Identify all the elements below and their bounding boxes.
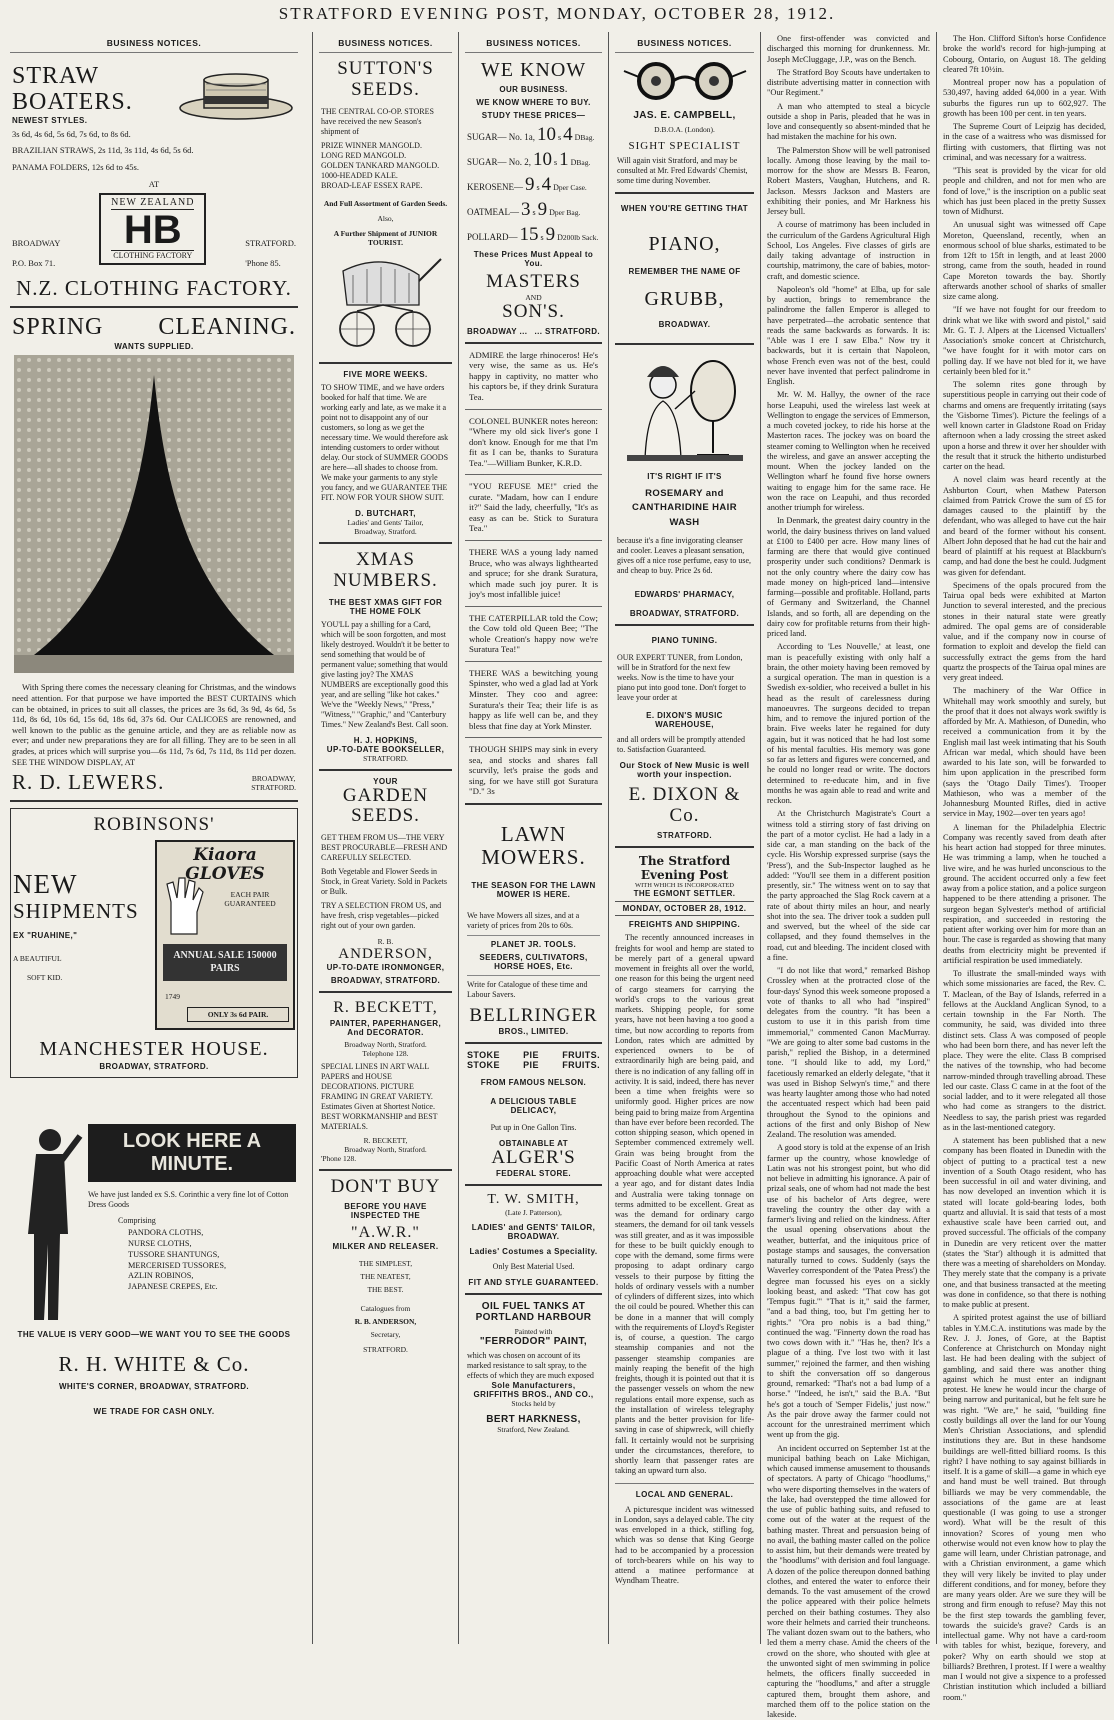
price-pence: 4	[563, 124, 573, 146]
ad-comprising: Comprising	[118, 1216, 296, 1226]
ad-title: DON'T BUY	[321, 1177, 450, 1198]
news-paragraph: An incident occurred on September 1st at the municipal bathing beach on Lake Michigan, which caused immense amusement to thousands of spectators. A party of Chicago "hoodlums," who were disporting themselves in the waters of the lake, had overstepped the time allowed for the use of public bathing suits, and refused to come out of the water at the request of the bathing master. Threat and persuasion being of no avail, the bathing master called on the police to assist him, but their demands were treated by the "hoodlums" with derision and foul language. A dozen of the police thereupon donned bathing clothes, and entered the water to enforce their demands. To the vast amusement of the crowd the police appeared with their police helmets perched on their bathing costumes. They also wore their helmets and carried their truncheons. The valiant dozen swam out to the bathers, who led them a merry chase. Amid the cheers of the crowd on the shore, who shouted with glee at the unwonted sight of men swimming in police helmets, the officers finally succeeded in capturing the "hoodlums," and after a struggle captured them, brought them ashore, and marched them off to the police station on the lakeside.	[767, 1444, 930, 1720]
oil-fuel-ad	[465, 1295, 602, 1440]
ad-text: STUDY THESE PRICES—	[467, 111, 600, 120]
logo-top: NEW ZEALAND	[111, 197, 194, 210]
news-paragraph: A spirited protest against the use of billiard tables in Y.M.C.A. institutions was made by the Rev. J. J. Jones, of Gore, at the Baptist Conference at Christchurch on Monday night last. He had been dealing with the subject of gambling, and said there was another thing against which he must enter an indignant protest. He knew he would incur the charge of being narrow and puritanical, but he felt sure he was right. "We are," he said, "building fine costly buildings all over the land for our Young Men's Christian Associations, and splendid institutions they are. But in these handsome buildings are well-fitted billiard rooms. Is this right? I have nothing to say against billiards in itself. It is a game of skill—a game in which eye and hand must be well trained. But through billiards we may be very commendable, the associations of the game are at least questionable (I was going to use a stronger word). What will be the result of this innovation? Scores of young men who otherwise would not even know how to play the game will learn, under Christian patronage, and with a Christian environment, a game which they will very likely be invited to play under different conditions, and for money, before they are many years older. Are we sure they will be strong and firm enough to refuse? May this not be the first step towards the gambling fever, towards the suicide's grave? Cards is an intellectual game. Why not have a card-room with tables for whist, bezique, forevery, and poker? Why on earth should we stop at billiards? Brethren, I protest. If I were a wealthy man I would not give a sixpence to a professed Christian institution which included a billiard room."	[943, 1313, 1106, 1703]
address: STRATFORD.	[321, 754, 450, 763]
list-item: TUSSORE SHANTUNGS,	[128, 1250, 296, 1261]
ad-text: THE BEST.	[321, 1285, 450, 1294]
ship-name: EX "RUAHINE,"	[13, 931, 143, 940]
firm-name: N.Z. CLOTHING FACTORY.	[12, 277, 296, 300]
paper-settler: THE EGMONT SETTLER.	[615, 889, 754, 898]
address: STRATFORD.	[617, 831, 752, 840]
ad-text: Secretary,	[321, 1330, 450, 1339]
fruits-word: FRUITS.	[562, 1050, 600, 1060]
strip-item: ADMIRE the large rhinoceros! He's very wise, the same as us. He's happy in captivity, no matter who his captors be, if they drink Suratura Tea.	[465, 344, 602, 410]
news-paragraph: At the Christchurch Magistrate's Court a witness told a stirring story of fast driving on the part of a motor cyclist. He had a lady in a side car, a man standing on the back of the cycle. His Worship expressed surprise (says the 'Press'), and the Sub-Inspector laughed as he added: "You'll see them in a different position presently, sir." The witness went on to say that the party approached the Slag Rock cavern at a rate of about thirty miles an hour, and nearly shot into the sea. The driver took a sudden pull and swerved, but the wheel of the side car collapsed, and they found themselves in the road, cut and bleeding. The incident closed with a fine.	[767, 809, 930, 963]
ad-intro: We have just landed ex S.S. Corinthic a very fine lot of Cotton Dress Goods	[88, 1190, 296, 1210]
garden-seeds-ad	[319, 771, 452, 994]
ad-text: REMEMBER THE NAME OF	[617, 267, 752, 276]
ad-text: These Prices Must Appeal to You.	[467, 250, 600, 268]
pie-word: PIE	[523, 1060, 539, 1070]
product-name: ROSEMARY and CANTHARIDINE HAIR WASH	[617, 487, 752, 530]
ad-body: GET THEM FROM US—THE VERY BEST PROCURABLE—FRESH AND CAREFULLY SELECTED.	[321, 833, 450, 863]
pram-icon	[323, 251, 449, 351]
news-column	[767, 34, 930, 1720]
ad-heading: NEW	[13, 870, 143, 900]
price-row	[467, 124, 600, 146]
news-paragraph: Mr. W. M. Hallyy, the owner of the race horse Leapuhi, used the wireless last week at Wellington to engage the services of Emmerson, a much coveted jockey, to ride his horse at the Masterton races. The jockey was on board the steamer coming to Wellington when he received the wireless, and gave an answer accepting the mount. When the jockey landed on the Wellington wharf he found five horse owners waiting to engage him for the same race. He won the race on Leapuhi, and thus recorded another triumph for wireless.	[767, 390, 930, 513]
list-item: 1000-HEADED KALE.	[321, 171, 450, 181]
price-item: SUGAR— No. 2,	[467, 157, 531, 167]
firm-sub: BROS., LIMITED.	[467, 1027, 600, 1036]
price-shillings: 3	[521, 199, 531, 221]
section-header: BUSINESS NOTICES.	[319, 32, 452, 53]
price-measure: Bag.	[576, 158, 590, 167]
ad-body: OUR EXPERT TUNER, from London, will be in Stratford for the next few weeks. Now is the time to have your piano put into good tone. Don't forget to leave your order at	[617, 653, 752, 703]
ad-title: SIGHT SPECIALIST	[617, 140, 752, 152]
strip-item: COLONEL BUNKER notes hereon: "Where my old sick liver's gone I don't know. Enough for me that I'm fit as I can be, thanks to Suratura Tea."—William Bunker, K.R.D.	[465, 410, 602, 476]
ad-body: THE CENTRAL CO-OP. STORES have received the new Season's shipment of	[321, 107, 450, 137]
news-paragraph: Specimens of the opals procured from the Tairua opal beds were exhibited at Marton Junction to several interested, and the precious stones in their natural state were greatly admired. The opal gems are of considerable value, and if the company now in course of formation to exploit and develop the field can successfully extract the gems from the hard quartz the prospects of the Tairua opal mines are very great indeed.	[943, 581, 1106, 684]
ad-heading: SHIPMENTS	[13, 900, 143, 923]
ad-text: YOUR	[321, 777, 450, 786]
ad-subtitle: BEFORE YOU HAVE INSPECTED THE	[321, 1202, 450, 1220]
ad-title: FIVE MORE WEEKS.	[321, 370, 450, 379]
smith-tailor-ad	[465, 1186, 602, 1295]
price-item: KEROSENE—	[467, 182, 523, 192]
address-right: ... STRATFORD.	[535, 327, 600, 336]
ad-body: Will again visit Stratford, and may be consulted at Mr. Fred Edwards' Chemist, some time during November.	[617, 156, 752, 186]
rosemary-ad	[615, 345, 754, 626]
seed-list	[321, 141, 450, 191]
hb-logo	[99, 193, 206, 265]
ad-text: WHEN YOU'RE GETTING THAT	[617, 204, 752, 213]
list-item: PRIZE WINNER MANGOLD.	[321, 141, 450, 151]
news-paragraph: Montreal proper now has a population of 530,497, having added 64,000 in a year. With suburbs the figures run up to 602,927. The growth has been 100 per cent. in ten years.	[943, 78, 1106, 119]
firm-name: R. BECKETT,	[321, 999, 450, 1017]
news-paragraph: "If we have not fought for our freedom to drink what we like with sword and pistol," said Mr. G. T. J. Alpers at the Licensed Victuallers' Association's smoke concert at Christchurch, "we have fought for it with motor cars on polling day. If we have not bled for it, we have certainly been bled for it."	[943, 305, 1106, 377]
gloves-label	[155, 840, 295, 1030]
lady-mirror-icon	[617, 351, 753, 463]
ad-body: We have Mowers all sizes, and at a variety of prices from 20s to 60s.	[467, 911, 600, 931]
news-column	[943, 34, 1106, 1703]
signature: R. BECKETT,	[321, 1136, 450, 1145]
rh-white-ad	[10, 1118, 298, 1422]
at-label: AT	[12, 179, 296, 190]
ad-title: PIANO,	[617, 233, 752, 255]
phone: 'Phone 85.	[245, 258, 296, 269]
ad-body: because it's a fine invigorating cleanser and cooler. Leaves a pleasant sensation, gives off a nice rose perfume, easy to use, and cheap to buy. Price 2s 6d.	[617, 536, 752, 576]
ad-title: WE KNOW	[467, 59, 600, 81]
ad-text: Also,	[321, 214, 450, 223]
column-5	[760, 32, 936, 1644]
product-name: "FERRODOR" PAINT,	[467, 1336, 600, 1347]
ad-text: Catalogues from	[321, 1304, 450, 1313]
ad-subtitle: WANTS SUPPLIED.	[12, 342, 296, 351]
ad-title: PIANO TUNING.	[617, 636, 752, 645]
ad-text: FIT AND STYLE GUARANTEED.	[467, 1278, 600, 1287]
firm-name: D. BUTCHART,	[321, 509, 450, 518]
stoke-fruits-ad	[465, 1044, 602, 1186]
ad-text: (Late J. Patterson),	[467, 1208, 600, 1217]
ad-text: Stocks held by	[467, 1399, 600, 1408]
ad-body: YOU'LL pay a shilling for a Card, which will be soon forgotten, and most likely destroyed. Wouldn't it be better to send something that would be of permanent value; something that would give lasting joy? The XMAS NUMBERS are exceptionally good this year, and are selling "like hot cakes." We've the "Weekly News," "Press," "Witness," "Graphic," and "Canterbury Times." New Zealand's Best. Call soon.	[321, 620, 450, 730]
firm-name: R. D. LEWERS.	[12, 771, 164, 794]
pie-word: PIE	[523, 1050, 539, 1060]
ad-text: And Full Assortment of Garden Seeds.	[321, 199, 450, 208]
ad-text: A Further Shipment of JUNIOR TOURIST.	[321, 229, 450, 247]
ad-title: SEEDS.	[321, 80, 450, 101]
news-paragraph: According to 'Les Nouvelle,' at least, one man is peacefully existing with only half a brain, the other moiety having been removed by a surgical operation. The man in question is a Swedish ex-soldier, who received a bullet in his head as the result of carelessness during manoeuvres. The surgeons decided to trepan him, and to remove the injured portion of the brain. Five weeks later he regained for duty again, but it was noticed that he had lost some of his mental faculties. His memory was gone so far as letters and figures were concerned, and he could no longer read or write. The doctors determined to re-educate him, and in five months he was again able to read and write and reckon.	[767, 642, 930, 806]
lawn-mowers-ad	[465, 805, 602, 1044]
address-stratford: STRATFORD.	[245, 238, 296, 249]
trade: Ladies' and Gents' Tailor,	[321, 518, 450, 527]
news-paragraph: To illustrate the small-minded ways with which some missionaries are faced, the Rev. C. T. Maclean, of the Bay of Islands, referred in a fellows at the Auckland Anglican Synod, to a certain township in the Far North. The community, he said, was divided into three distinct sets. Class A was composed of people who had been born there, and has never left the place. They were the elite. Class B comprised the natives of the township, who had become narrow-minded through travelling abroad. These led our caste. Class C came in at the foot of the social ladder, and to it were relegated all those who had come as strangers to the district. Needless to say, the parish priest was regarded as in the last-mentioned category.	[943, 969, 1106, 1133]
ad-body: SPECIAL LINES IN ART WALL PAPERS and HOUSE DECORATIONS. PICTURE FRAMING IN GREAT VARIETY. Estimates Given at Shortest Notice. BEST WORKMANSHIP and BEST MATERIALS.	[321, 1062, 450, 1132]
price-line: BRAZILIAN STRAWS, 2s 11d, 3s 11d, 4s 6d, 5s 6d.	[12, 145, 296, 156]
ad-body: TO SHOW TIME, and we have orders booked for half that time. We are working early and late, as we make it a point not to disappoint any of our customers, so long as we get the necessary time. We would therefore ask intending customers to order without delay. Our stock of SUMMER GOODS are here—all shades to choose from. We make your garments to any style you fancy, and we GUARANTEE THE FIT. NOW FOR YOUR SHOW SUIT.	[321, 383, 450, 503]
straw-boaters-ad	[10, 53, 298, 308]
masthead: STRATFORD EVENING POST, MONDAY, OCTOBER 28, 1912.	[0, 4, 1114, 26]
price-row	[467, 199, 600, 221]
five-weeks-ad	[319, 364, 452, 544]
news-paragraph: A course of matrimony has been included in the curriculum of the Gardens Agricultural High School, Los Angeles. Five classes of girls are daily taking advantage of instruction in courtship, matrimony, the care of babies, motor-craft, and domestic science.	[767, 220, 930, 282]
price-unit-s: s	[554, 158, 557, 167]
news-paragraph: The Hon. Clifford Sifton's horse Confidence broke the world's record for high-jumping at Cobourg, Ontario, on August 18. The gelding cleared 7ft 10½in.	[943, 34, 1106, 75]
ad-title: SUTTON'S	[321, 59, 450, 80]
firm-name: JAS. E. CAMPBELL,	[617, 110, 752, 121]
phone: Telephone 128.	[321, 1049, 450, 1058]
stoke-word: STOKE	[467, 1060, 500, 1070]
firm-name: GRIFFITHS BROS., AND CO.,	[467, 1390, 600, 1399]
list-item: JAPANESE CREPES, Etc.	[128, 1282, 296, 1293]
ad-text: LADIES' and GENTS' TAILOR, BROADWAY.	[467, 1223, 600, 1241]
ad-title: SEEDS.	[321, 806, 450, 827]
price-row	[467, 174, 600, 196]
news-paragraph: The solemn rites gone through by superstitious people in carrying out their code of charms and omens are frequently irritating (says the 'Gisborne Times'). Picture the feelings of a well known carter in Gladstone Road on Friday afternoon when a lady crossing the street asked upon a horse and threw it over her shoulder with the result that it struck the hitherto undisturbed carter on the head.	[943, 380, 1106, 472]
news-paragraph: Napoleon's old "home" at Elba, up for sale by auction, brings to remembrance the palindrome the fallen Emperor is alleged to have perpetrated—the acrobatic sentence that reads the same backwards as forwards. It is: "Able was I ere I saw Elba." Now try it backwards, but it is certain that Napoleon, whose French even was not of the best, could never have invented that perfect palindrome in English.	[767, 285, 930, 388]
year-label: 1749	[165, 992, 180, 1001]
price-item: OATMEAL—	[467, 207, 519, 217]
section-header: BUSINESS NOTICES.	[465, 32, 602, 53]
address: WHITE'S CORNER, BROADWAY, STRATFORD.	[12, 1382, 296, 1391]
news-paragraph: A man who attempted to steal a bicycle outside a shop in Paris, pleaded that he was in love and consequently so absent-minded that he had mistaken the machine for his own.	[767, 102, 930, 143]
price-pence: 9	[546, 224, 556, 246]
ad-text: Put up in One Gallon Tins.	[467, 1123, 600, 1133]
price-badge: ONLY 3s 6d PAIR.	[187, 1007, 289, 1022]
dont-buy-ad	[319, 1171, 452, 1360]
ad-text: AND	[467, 293, 600, 302]
price-unit-d: D	[571, 158, 577, 167]
column-2	[312, 32, 458, 1644]
ad-text: OBTAINABLE AT	[467, 1139, 600, 1148]
goods-list	[88, 1228, 296, 1293]
ad-text: THE NEATEST,	[321, 1272, 450, 1281]
price-shillings: 10	[537, 124, 556, 146]
column-4	[608, 32, 760, 1644]
news-paragraph: An unusual sight was witnessed off Cape Moreton, Queensland, recently, when an enormous school of blue sharks, estimated to be from 12ft to 15ft in length, and at least 2000 strong, came from the south, headed in round Cape Moreton towards the bay. Shortly afterwards another school of sharks of smaller size came along.	[943, 220, 1106, 302]
paper-date: MONDAY, OCTOBER 28, 1912.	[615, 901, 754, 916]
phone: 'Phone 128.	[321, 1154, 450, 1163]
ad-text: A DELICIOUS TABLE DELICACY,	[467, 1097, 600, 1115]
ad-text: THE SIMPLEST,	[321, 1259, 450, 1268]
price-unit-d: D	[557, 233, 563, 242]
ad-text: E. DIXON'S MUSIC WAREHOUSE,	[617, 711, 752, 729]
news-paragraph: A good story is told at the expense of an Irish farmer up the country, whose knowledge of Latin was not his strongest point, but who did not believe in admitting his ignorance. A pair of prizal seals, one of whom had not made the best use of his bachelor of Arts degree, were traveling the country the other day with a farmer's living and relied on the kindness. After the usual opening observations about the weather, butterfat, and the iniquitous price of postage stamps and sausages, the conversation naturally turned to cows. Suddenly (says the Waverley correspondent of the 'Patea Press') the degree man focussed his eyes on a sickly looking beast, and asked: "That cow has got 'Tempus fugit.'" "That is it," said the farmer, "and a bad thing, too, but I'm getting her to rights." "Ora pro nobis is a bad thing," continued the wag. "Finnerty down the road has two cows down with it." "Has he, then? It's a plague of a thing. I've lost two with it last summer," rejoined the farmer, and then wishing to shift the conversation off so dangerous ground, remarked: "That's not a bad lump of a horse." "Indeed, he isn't," said the B.A. "But he's got a touch of 'Semper Fidelis,' just now." As the pair drove away the farmer could not account for the unrestrained merriment which went up from the gig.	[767, 1143, 930, 1440]
news-paragraph: One first-offender was convicted and discharged this morning for drunkenness. Mr. Joseph McCluggage, J.P., was on the Bench.	[767, 34, 930, 65]
price-shillings: 10	[533, 149, 552, 171]
section-header: BUSINESS NOTICES.	[10, 32, 298, 53]
address: Broadway North, Stratford.	[321, 1040, 450, 1049]
strip-item: THERE WAS a young lady named Bruce, who was always lighthearted and spruce; for she drank Suratura, which made such joy purer. It is joy's most infallible juice!	[465, 541, 602, 607]
section-header: BUSINESS NOTICES.	[615, 32, 754, 53]
ad-text: D.B.O.A. (London).	[617, 125, 752, 134]
ad-text: R. B.	[321, 937, 450, 946]
news-paragraph: The Stratford Boy Scouts have undertaken to distribute advertising matter in connection with "Our Regiment."	[767, 68, 930, 99]
firm-name: E. DIXON & Co.	[617, 785, 752, 827]
ad-text: WE KNOW WHERE TO BUY.	[467, 98, 600, 107]
ad-title: BOATERS.	[12, 89, 133, 115]
xmas-numbers-ad	[319, 544, 452, 771]
ad-title: CLEANING.	[158, 314, 296, 340]
guarantee-text: EACH PAIR GUARANTEED	[211, 890, 289, 908]
address: BROADWAY.	[617, 320, 752, 329]
spectacles-icon	[620, 59, 750, 103]
price-unit-d: D	[549, 208, 555, 217]
stoke-word: STOKE	[467, 1050, 500, 1060]
glove-icon	[163, 876, 207, 936]
list-item: LONG RED MANGOLD.	[321, 151, 450, 161]
trade: PAINTER, PAPERHANGER, And DECORATOR.	[321, 1019, 450, 1037]
price-list	[467, 124, 600, 246]
address: Stratford, New Zealand.	[467, 1425, 600, 1434]
price-row	[467, 224, 600, 246]
address: Broadway North, Stratford.	[321, 1145, 450, 1154]
list-item: AZLIN ROBINOS,	[128, 1271, 296, 1282]
ad-text: OUR BUSINESS.	[467, 85, 600, 94]
news-paragraph: "I do not like that word," remarked Bishop Crossley when at the protracted close of the four-days' Synod this week someone proposed a vote of thanks to all who had "inspired" delegates from the country. "It has been a custom to use it in this parish from time immemorial," commented Canon MacMurray. "We are going to alter some bad customs in the parish," replied the Bishop, in a determined tone. "I should like to add, my Lord," facetiously remarked an elderly delegate, "that it was used in Bishop Selwyn's time," and there was hearty laughter among those who had noted the accentuated respect which had been paid throughout the Synod to the opinions and actions of the first and only Bishop of New Zealand. The resolution was amended.	[767, 966, 930, 1140]
price-measure: per Case.	[559, 183, 587, 192]
ad-text: Our Stock of New Music is well worth your inspection.	[617, 761, 752, 779]
ad-text: Painted with	[467, 1327, 600, 1336]
price-line: 3s 6d, 4s 6d, 5s 6d, 7s 6d, to 8s 6d.	[12, 129, 296, 140]
ad-text: Ladies' Costumes a Speciality.	[467, 1247, 600, 1256]
strip-item: THOUGH SHIPS may sink in every sea, and stocks and shares fall scurvily, let's praise the gods and sing, for we have still got Suratura "D." 3s	[465, 738, 602, 805]
fruits-word: FRUITS.	[562, 1060, 600, 1070]
firm-name: H. J. HOPKINS,	[321, 736, 450, 745]
address: STRATFORD.	[321, 1345, 450, 1354]
ad-title: ROBINSONS'	[13, 815, 295, 836]
firm-name: R. H. WHITE & Co.	[12, 1353, 296, 1376]
list-item: MERCERISED TUSSORES,	[128, 1261, 296, 1272]
address-left: BROADWAY ...	[467, 327, 527, 336]
ad-title: XMAS	[321, 550, 450, 571]
sales-badge: ANNUAL SALE 150000 PAIRS	[163, 944, 287, 981]
ad-text: FROM FAMOUS NELSON.	[467, 1078, 600, 1087]
list-item: PANDORA CLOTHS,	[128, 1228, 296, 1239]
price-line: PANAMA FOLDERS, 12s 6d to 45s.	[12, 162, 296, 173]
price-shillings: 9	[525, 174, 535, 196]
price-pence: 9	[538, 199, 548, 221]
product-name: "A.W.R."	[321, 1224, 450, 1242]
brand-logo: Kiaora GLOVES	[161, 846, 289, 883]
firm-name: R. B. ANDERSON,	[321, 1317, 450, 1326]
suratura-strips	[465, 344, 602, 805]
piano-ad	[615, 194, 754, 345]
column-6	[936, 32, 1112, 1644]
address: BROADWAY, STRATFORD.	[13, 1062, 295, 1071]
ad-subtitle: NEWEST STYLES.	[12, 116, 133, 125]
address: BROADWAY, STRATFORD.	[617, 609, 752, 618]
ad-text: A BEAUTIFUL	[13, 954, 143, 963]
ad-text: PLANET JR. TOOLS.	[467, 940, 600, 949]
ad-title: OIL FUEL TANKS AT PORTLAND HARBOUR	[467, 1301, 600, 1323]
ad-subtitle: THE BEST XMAS GIFT FOR THE HOME FOLK	[321, 598, 450, 616]
firm-name: T. W. SMITH,	[467, 1192, 600, 1208]
article-paragraph: The recently announced increases in freights for wool and hemp are stated to be merely part of a general upward movement in freights all over the world, one reason for this being the urgent need of cargo steamers for carrying the world's crops to the various great markets. Shipping people, for some years, have not been having a too good a time, but now according to reports from London, rates which are admitted by experienced owners to be of extraordinarily high are being paid, and there is no indication of any falling off in activity. It is said, indeed, there has never been a time when freights were so uniformly good. Higher prices are now being paid to bring maize from Argentina than have ever before been recorded. The cotton shipping season, which opened in September commenced extremely well. Grain was being brought from the Pacific Coast of North America at rates approaching double what were accepted a year ago, and for distant dates India and Australia were taking tonnage on terms admitted to be excellent. Great as was the demand for ordinary cargo steamers, the demand for oil tank vessels was still greater, and as it was impossible for these to be built quickly enough to cope with the demand, some firms were proposing to adapt ordinary cargo vessels to their purpose by fitting the holds of ordinary vessels with a number of cylinders of different sizes, into which the oil could be poured. Whether this can be done in a manner that will comply with the requirements of Lloyd's Register is, of course, a question. The cargo steamship companies and not the passenger steamship companies are mainly reaping the benefit of the high freights, though it is pointed out that it is the passenger vessels on whom the new regulations entail more expense, such as the installation of wireless telegraphy plants and the better provision for life-saving in case of shipwreck, will chiefly fall. It certainly would not be surprising under the circumstances, therefore, to shortly learn that passenger rates are taking an upward turn also.	[615, 933, 754, 1476]
news-paragraph: A statement has been published that a new company has been floated in Dunedin with the object of putting to a practical test a new invention of a South Otago resident, who has been successful in oil and water divining, and has now developed an invention which it is stated will locate gold-bearing lodes, both quartz and alluvial. It is said that tests of a most exhaustive scale have been carried out, and proved successful. The officials of the company in Dunedin are very reticent over the matter (states the 'Star') although it is admitted that there was a meeting of shareholders on Monday. They merely state that the company is a private one, and that business transacted at the meeting was done in confidence, so that there is nothing to make public at present.	[943, 1136, 1106, 1310]
logo-bottom: CLOTHING FACTORY	[111, 250, 194, 261]
firm-name: BELLRINGER	[467, 1006, 600, 1027]
price-unit-d: D	[575, 133, 581, 142]
editorial-section	[615, 848, 754, 1587]
address-line: BROADWAY,	[251, 774, 296, 783]
address-line: STRATFORD.	[251, 783, 296, 792]
list-item: BROAD-LEAF ESSEX RAPE.	[321, 181, 450, 191]
news-paragraph: The machinery of the War Office in Whitehall may work smoothly and surely, but the proof that it does not always work swiftly is afforded by Mr. A. Mathieson, of Dunedin, who received a communication from it by the English mail last week intimating that his South African war medal, which should have been awarded to his late son, will be forwarded to him upon application in the prescribed form (says the 'Otago Daily Times'). Trooper Mathieson, who was a member of the Johannesburg Mounted Rifles, died in active service in May, 1902—over ten years ago!	[943, 686, 1106, 819]
price-unit-s: s	[558, 133, 561, 142]
price-unit-d: D	[553, 183, 559, 192]
suttons-seeds-ad	[319, 53, 452, 364]
ad-text: Only Best Material Used.	[467, 1262, 600, 1272]
campbell-sight-ad	[615, 53, 754, 194]
trade: UP-TO-DATE BOOKSELLER,	[321, 745, 450, 754]
cash-line: WE TRADE FOR CASH ONLY.	[12, 1407, 296, 1416]
firm-name: ALGER'S	[467, 1148, 600, 1169]
price-pence: 1	[559, 149, 569, 171]
firm-name: GRUBB,	[617, 288, 752, 310]
paper-title: The Stratford Evening Post	[615, 854, 754, 882]
price-pence: 4	[542, 174, 552, 196]
ad-title: STRAW	[12, 63, 133, 89]
firm-name: SON'S.	[467, 302, 600, 323]
trade: UP-TO-DATE IRONMONGER,	[321, 963, 450, 972]
trade: MILKER AND RELEASER.	[321, 1242, 450, 1251]
news-paragraph: The Palmerston Show will be well patronised locally. Among those leaving by the mail to-morrow for the show are Messrs B. Fearon, Robert Masters, Vaughan, Hutchens, and R. Jackson. Messrs Jackson and Masters are exhibiting their ponies, and Mr Harkness his Jersey bull.	[767, 146, 930, 218]
ad-body: and all orders will be promptly attended to. Satisfaction Guaranteed.	[617, 735, 752, 755]
ad-text: THE SEASON FOR THE LAWN MOWER IS HERE.	[467, 881, 600, 899]
ad-title: SPRING	[12, 314, 103, 340]
price-measure: Bag.	[580, 133, 594, 142]
price-measure: 200lb Sack.	[563, 233, 598, 242]
we-know-ad	[465, 53, 602, 344]
price-unit-s: s	[541, 233, 544, 242]
strip-item: THE CATERPILLAR told the Cow; the Cow told old Queen Bee; "The whole Creation's happy now we're Suratura Tea!"	[465, 607, 602, 662]
price-unit-s: s	[537, 183, 540, 192]
man-pointing-icon	[12, 1124, 82, 1324]
address: BROADWAY, STRATFORD.	[321, 976, 450, 985]
list-item: GOLDEN TANKARD MANGOLD.	[321, 161, 450, 171]
news-paragraph: "This seat is provided by the vicar for old people and children, and not for men who are fond of love," is the inscription on a public seat which has just been placed in the pretty Sussex town of Midhurst.	[943, 166, 1106, 217]
column-3	[458, 32, 608, 1644]
price-row	[467, 149, 600, 171]
news-paragraph: A novel claim was heard recently at the Ashburton Court, when Mathew Paterson claimed from Patrick Crowe the sum of £5 for damages caused to the plaintiff by the defendant, who was alleged to have cut the hair and beard of the former without his consent. Albert John deposed that he had cut the hair and beard of plaintiff at his request at Blackburn's camp, and had done the best he could. Judgment was given for defendant.	[943, 475, 1106, 578]
address: Broadway, Stratford.	[321, 527, 450, 536]
strip-item: "YOU REFUSE ME!" cried the curate. "Madam, how can I endure it?" Said the lady, cheerfully, "It's as easy as can be. Stick to Suratura Tea."	[465, 475, 602, 541]
ad-body: TRY A SELECTION FROM US, and have fresh, crisp vegetables—picked right out of your own garden.	[321, 901, 450, 931]
ad-title: LAWN	[467, 823, 600, 846]
price-measure: per Bag.	[555, 208, 580, 217]
piano-tuning-ad	[615, 626, 754, 848]
ad-body: which was chosen on account of its marked resistance to salt spray, to the effects of which they are much exposed	[467, 1351, 600, 1381]
agent-name: BERT HARKNESS,	[467, 1414, 600, 1425]
firm-name: EDWARDS' PHARMACY,	[617, 590, 752, 599]
firm-sub: FEDERAL STORE.	[467, 1169, 600, 1178]
curtain-illustration-icon	[14, 355, 294, 673]
price-shillings: 15	[520, 224, 539, 246]
spring-cleaning-ad	[10, 308, 298, 802]
paper-incorporated: WITH WHICH IS INCORPORATED	[615, 882, 754, 890]
article-paragraph: A picturesque incident was witnessed in London, says a delayed cable. The city was enveloped in a thick, stifling fog, which was so dense that King George had to be accompanied by a procession of torch-bearers while on his way to attend a matinee performance at Wyndham Theatre.	[615, 1505, 754, 1587]
news-paragraph: The Supreme Court of Leipzig has decided, in the case of a waitress who was dismissed for flirting with customers, that flirting was not criminal, and was necessary for a waitress.	[943, 122, 1106, 163]
po-box: P.O. Box 71.	[12, 258, 60, 269]
section-title: FREIGHTS AND SHIPPING.	[615, 920, 754, 929]
strip-item: THERE WAS a bewitching young Spinster, who wed a glad lad at York Minster. They coo and agree: Suratura's their Tea; their life is as happy as life well can be, and they bless that fine day at York Minster.	[465, 662, 602, 738]
ad-text: IT'S RIGHT IF IT'S	[617, 472, 752, 481]
robinsons-ad	[10, 808, 298, 1078]
ad-title: NUMBERS.	[321, 571, 450, 592]
value-line: THE VALUE IS VERY GOOD—WE WANT YOU TO SEE THE GOODS	[12, 1330, 296, 1339]
logo-hb: HB	[111, 210, 194, 250]
column-1	[4, 32, 304, 1644]
price-unit-s: s	[533, 208, 536, 217]
price-item: POLLARD—	[467, 232, 518, 242]
price-item: SUGAR— No. 1a,	[467, 132, 535, 142]
ad-title: MOWERS.	[467, 846, 600, 869]
straw-hat-icon	[176, 66, 296, 122]
ad-text: Sole Manufacturers,	[467, 1381, 600, 1390]
firm-name: MANCHESTER HOUSE.	[13, 1038, 295, 1060]
ad-body: With Spring there comes the necessary cleaning for Christmas, and the windows need attention. For that purpose we have imported the BEST CURTAINS which can be obtained, in prices to suit all classes, the prices are 3s 6d, 3s 9d, 4s 6d, 5s 11d, 8s 6d, 10s 6d, 15s 6d, 18s 6d, 37s 6d. Our CALICOES are renowned, and well known to the public as the genuine article, and they are as reliable now as ever; and under new preparations they are for all filling. They are to be seen in all grades, at prices which will surprise you—6s 11d, 7s 6d, 7s 11d, 8s 11d per dozen. SEE THE WINDOW DISPLAY, AT	[12, 682, 296, 767]
beckett-ad	[319, 993, 452, 1171]
news-paragraph: A lineman for the Philadelphia Electric Company was recently saved from death after his heart action had stopped for three minutes. He was trimming a lamp, when he touched a live wire, and he was hurled unconscious to the ground. The accident occurred only a few feet away from a police station, and a police surgeon happened to be there attending a prisoner. The surgeon began Sylvester's method of artificial respiration, and succeeded in restoring the patient after working over him for more than an hour. The case is regarded as showing that many deaths from electricity might be prevented if artificial respiration be used immediately.	[943, 823, 1106, 967]
ad-body: Write for Catalogue of these time and Labour Savers.	[467, 980, 600, 1000]
ad-body: Both Vegetable and Flower Seeds in Stock, in Great Variety. Sold in Packets or Bulk.	[321, 867, 450, 897]
ad-text: SOFT KID.	[13, 973, 143, 982]
address-broadway: BROADWAY	[12, 238, 60, 249]
firm-name: MASTERS	[467, 272, 600, 293]
list-item: NURSE CLOTHS,	[128, 1239, 296, 1250]
firm-name: ANDERSON,	[321, 946, 450, 963]
ad-text: SEEDERS, CULTIVATORS, HORSE HOES, Etc.	[467, 953, 600, 971]
news-paragraph: In Denmark, the greatest dairy country in the world, the dairy business thrives on land valued at £100 to £400 per acre. How many lines of farming are there that would give continued prosperity under such conditions? Denmark is not the only country where the dairy cow has made money on high-priced land—intensive farming—possible and profitable. Holland, parts of Germany and Switzerland, the Channel Islands, and so forth, all are depending on the dairy cow for profitable returns from their high-priced land.	[767, 516, 930, 639]
ad-title: GARDEN	[321, 786, 450, 807]
section-title: LOCAL AND GENERAL.	[615, 1483, 754, 1499]
look-here-banner: LOOK HERE A MINUTE.	[88, 1124, 296, 1182]
